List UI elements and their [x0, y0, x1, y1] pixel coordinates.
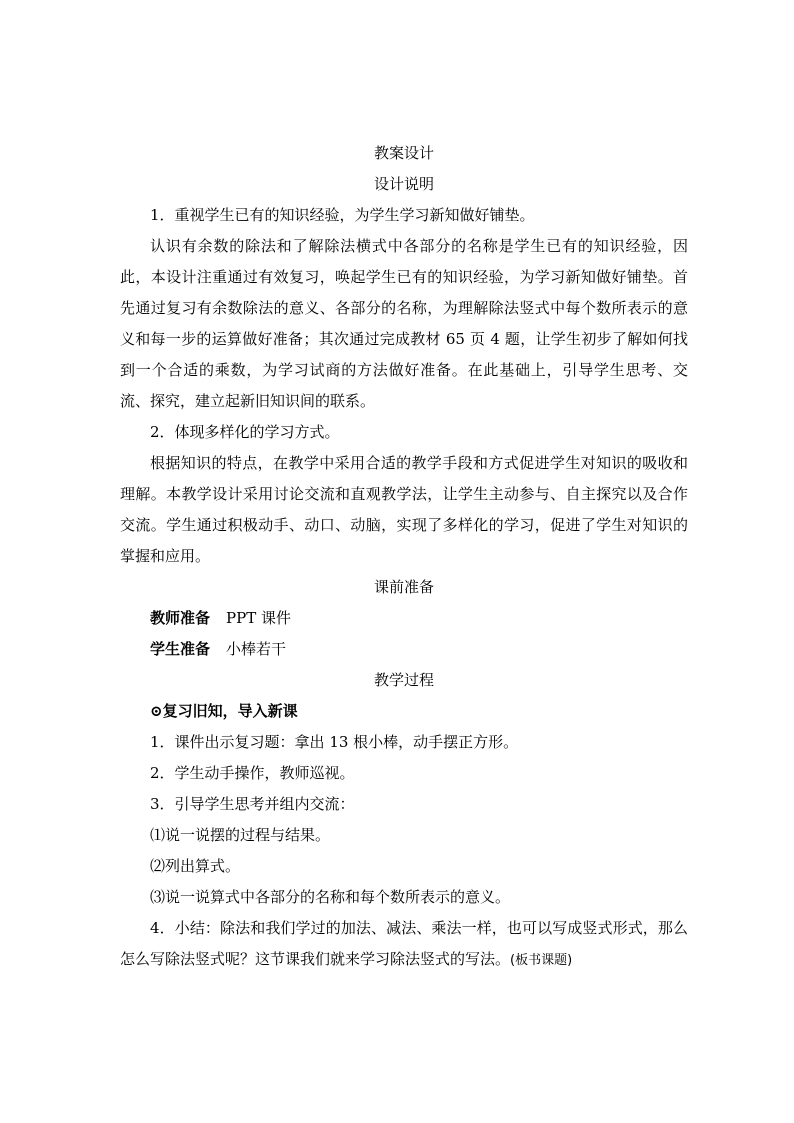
prep-teacher-value: PPT 课件 — [226, 609, 291, 627]
document-page — [120, 138, 688, 976]
prep-student — [120, 634, 688, 665]
prep-student-label: 学生准备 — [150, 640, 211, 658]
design-paragraph-2: 根据知识的特点，在教学中采用合适的教学手段和方式促进学生对知识的吸收和理解。本教学设计采用讨论交流和直观教学法，让学生主动参与、自主探究以及合作交流。学生通过积极动手、动口、动脑，实现了多样化的学习，促进了学生对知识的掌握和应用。 — [120, 454, 688, 565]
design-paragraph-1: 认识有余数的除法和了解除法横式中各部分的名称是学生已有的知识经验，因此，本设计注重通过有效复习，唤起学生已有的知识经验，为学习新知做好铺垫。首先通过复习有余数除法的意义、各部分的名称，为理解除法竖式中每个数所表示的意义和每一步的运算做好准备；其次通过完成教材 65 页 4 题，让学生初步了解如何找到一个合适的乘数，为学习试商的方法做好准备。在此基础上，引导学生思考、交流、探究，建立起新旧知识间的联系。 — [120, 237, 688, 410]
process-step-2: 2．学生动手操作，教师巡视。 — [150, 764, 355, 782]
prep-teacher — [120, 603, 688, 634]
design-point-2: 2．体现多样化的学习方式。 — [150, 423, 340, 441]
process-step-1: 1．课件出示复习题：拿出 13 根小棒，动手摆正方形。 — [150, 733, 519, 751]
section-heading-prep: 课前准备 — [373, 578, 434, 596]
prep-teacher-label: 教师准备 — [150, 609, 211, 627]
design-point-1: 1．重视学生已有的知识经验，为学生学习新知做好铺垫。 — [150, 206, 535, 224]
process-sub-1: ⑴说一说摆的过程与结果。 — [150, 826, 331, 844]
process-step-4 — [120, 913, 688, 976]
process-step-4-text: 4．小结：除法和我们学过的加法、减法、乘法一样，也可以写成竖式形式，那么怎么写除法竖式呢？这节课我们就来学习除法竖式的写法。 — [120, 919, 688, 968]
process-sub-2: ⑵列出算式。 — [150, 857, 241, 875]
process-step-3: 3．引导学生思考并组内交流： — [150, 795, 355, 813]
prep-student-value: 小棒若干 — [226, 640, 287, 658]
process-step-heading: ⊙复习旧知，导入新课 — [150, 702, 298, 720]
section-heading-process: 教学过程 — [373, 671, 434, 689]
doc-title: 教案设计 — [373, 144, 434, 162]
process-step-4-note: (板书课题) — [510, 953, 573, 968]
section-heading-design: 设计说明 — [373, 175, 434, 193]
process-sub-3: ⑶说一说算式中各部分的名称和每个数所表示的意义。 — [150, 888, 511, 906]
